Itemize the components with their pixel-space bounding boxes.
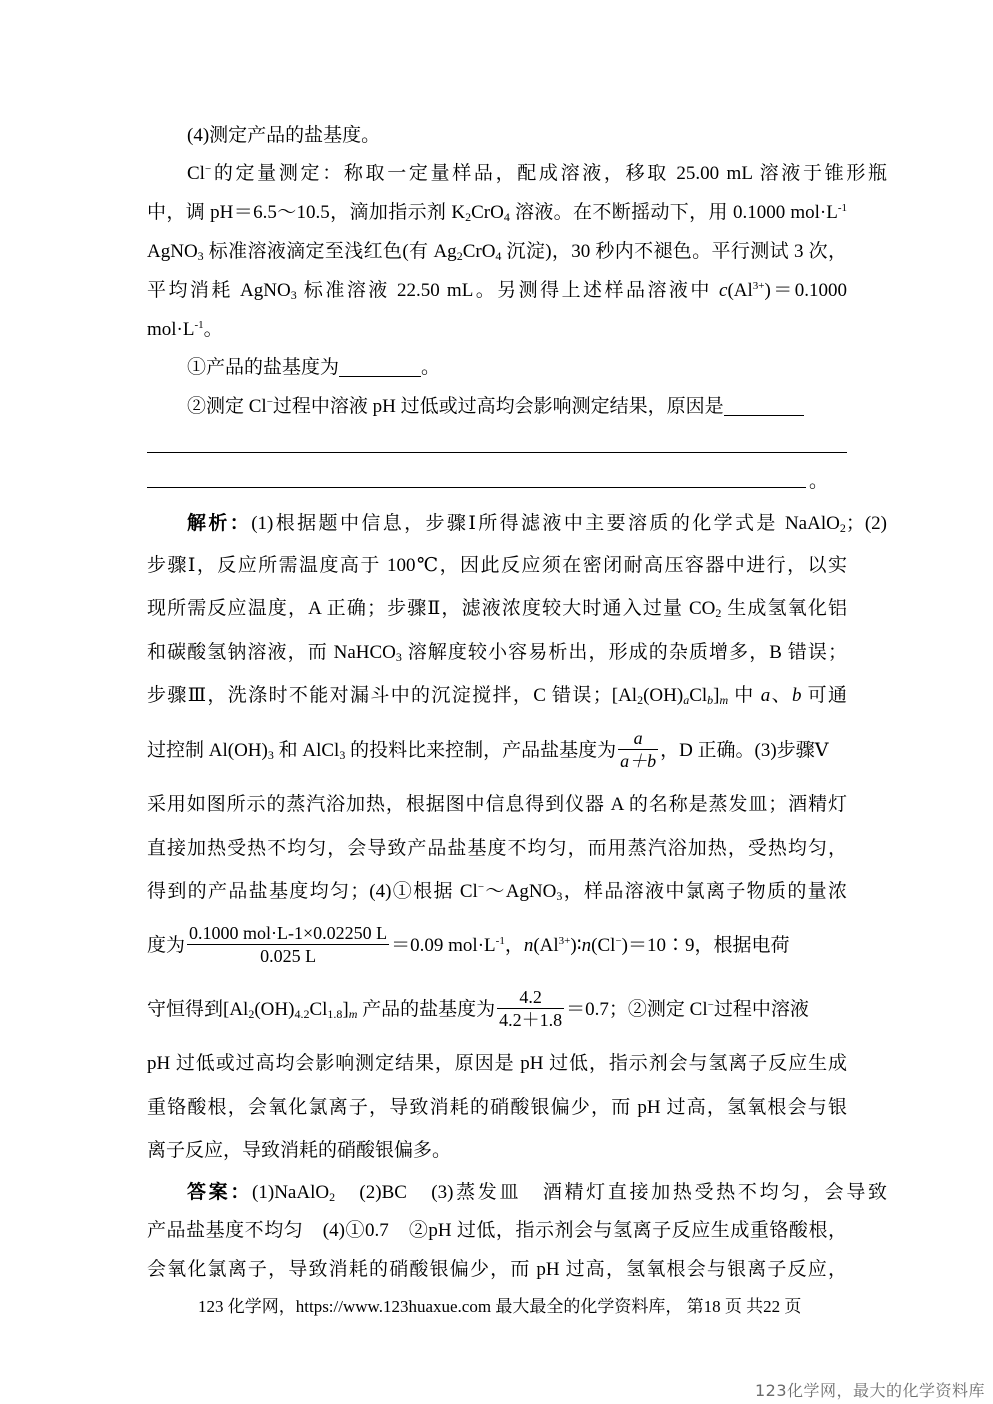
question-para-line: 平均消耗 AgNO$_3$ 标准溶液 22.50 mL。另测得上述样品溶液中 $c(Al^{3+})=0.1000$: [147, 280, 848, 302]
answer-line: 产品盐基度不均匀 (4)①0.7 ②pH 过低，指示剂会与氢离子反应生成重铬酸根，: [147, 1220, 847, 1241]
fraction-concentration: $\frac{\text{0.1000 mol·L-1×0.02250 L}}{0.025 L}$: [189, 923, 388, 967]
answer-blank[interactable]: [724, 395, 804, 416]
answer-line: 答案：(1)NaAlO$_2$ (2)BC (3)蒸发皿 酒精灯直接加热受热不均匀，会导致: [187, 1182, 887, 1204]
analysis-line: 和碳酸氢钠溶液，而 NaHCO$_3$ 溶解度较小容易析出，形成的杂质增多，B 错误；: [147, 642, 847, 664]
analysis-line: 采用如图所示的蒸汽浴加热，根据图中信息得到仪器 A 的名称是蒸发皿；酒精灯: [147, 794, 847, 815]
question-para-line: AgNO$_3$ 标准溶液滴定至浅红色(有 $Ag_2CrO_4$ 沉淀)，30 秒内不褪色。平行测试 3 次，: [147, 241, 847, 263]
answer-blank-line[interactable]: [147, 487, 806, 488]
answer-line: 会氧化氯离子，导致消耗的硝酸银偏少，而 pH 过高，氢氧根会与银离子反应，: [147, 1259, 847, 1280]
analysis-line: 度为 $\frac{\text{0.1000 mol·L-1×0.02250 L}}{0.025 L}$ ＝0.09 $mol\cdot L^{-1}$，$n(Al^{3+})∶n(Cl^-)=10∶9$，根据电荷: [147, 923, 790, 967]
analysis-line: 现所需反应温度，A 正确；步骤Ⅱ，滤液浓度较大时通入过量 $CO_2$ 生成氢氧化铝: [147, 598, 847, 620]
fraction-basicity: $\frac{a}{a+b}$: [620, 728, 657, 772]
page-footer: 123 化学网，https://www.123huaxue.com 最大最全的化学资料库， 第18 页 共22 页: [198, 1297, 802, 1316]
watermark-text: 123化学网，最大的化学资料库: [754, 1381, 985, 1400]
analysis-line: 直接加热受热不均匀，会导致产品盐基度不均匀，而用蒸汽浴加热，受热均匀，: [147, 838, 847, 859]
analysis-label: 解析：: [187, 513, 252, 534]
analysis-line: 守恒得到$[Al_2(OH)_{4.2}Cl_{1.8}]_m$ 产品的盐基度为 $\frac{4.2}{4.2+1.8}$ ＝0.7；②测定 Cl−过程中溶液: [147, 987, 809, 1031]
analysis-line: pH 过低或过高均会影响测定结果，原因是 pH 过低，指示剂会与氢离子反应生成: [147, 1053, 847, 1074]
fraction-result: $\frac{4.2}{4.2+1.8}$: [499, 987, 563, 1031]
analysis-line: 重铬酸根，会氧化氯离子，导致消耗的硝酸银偏少，而 pH 过高，氢氧根会与银: [147, 1097, 847, 1118]
answer-blank-line[interactable]: [147, 452, 847, 453]
subquestion-2: ②测定 Cl−过程中溶液 pH 过低或过高均会影响测定结果，原因是: [147, 395, 887, 419]
analysis-line: 离子反应，导致消耗的硝酸银偏多。: [147, 1140, 452, 1161]
question-para-line: 中，调 pH＝6.5～10.5，滴加指示剂 $K_2CrO_4$ 溶液。在不断摇动下，用 0.1000 $mol\cdot L^{-1}$: [147, 202, 847, 224]
period-mark: 。: [809, 471, 829, 492]
analysis-line: 解析：(1)根据题中信息，步骤Ⅰ所得滤液中主要溶质的化学式是 NaAlO$_2$；(2): [187, 513, 887, 535]
answer-blank[interactable]: [339, 356, 421, 377]
subquestion-1: ①产品的盐基度为 。: [187, 357, 441, 378]
part4-title: (4)测定产品的盐基度。: [187, 125, 381, 146]
question-para-line: Cl−的定量测定：称取一定量样品，配成溶液，移取 25.00 mL 溶液于锥形瓶: [187, 163, 887, 184]
answer-label: 答案：: [187, 1182, 253, 1203]
analysis-line: 步骤Ⅲ，洗涤时不能对漏斗中的沉淀搅拌，C 错误；$[Al_2(OH)_aCl_b]_m$ 中 a、b 可通: [147, 685, 847, 707]
analysis-line: 得到的产品盐基度均匀；(4)①根据 Cl−～AgNO$_3$，样品溶液中氯离子物质的量浓: [147, 881, 847, 903]
analysis-line: 步骤Ⅰ，反应所需温度高于 100℃，因此反应须在密闭耐高压容器中进行，以实: [147, 555, 847, 576]
question-para-line: $mol\cdot L^{-1}$。: [147, 319, 223, 340]
analysis-line: 过控制 $Al(OH)_3$ 和 AlCl$_3$ 的投料比来控制，产品盐基度为 $\frac{a}{a+b}$ ，D 正确。(3)步骤Ⅴ: [147, 728, 829, 772]
